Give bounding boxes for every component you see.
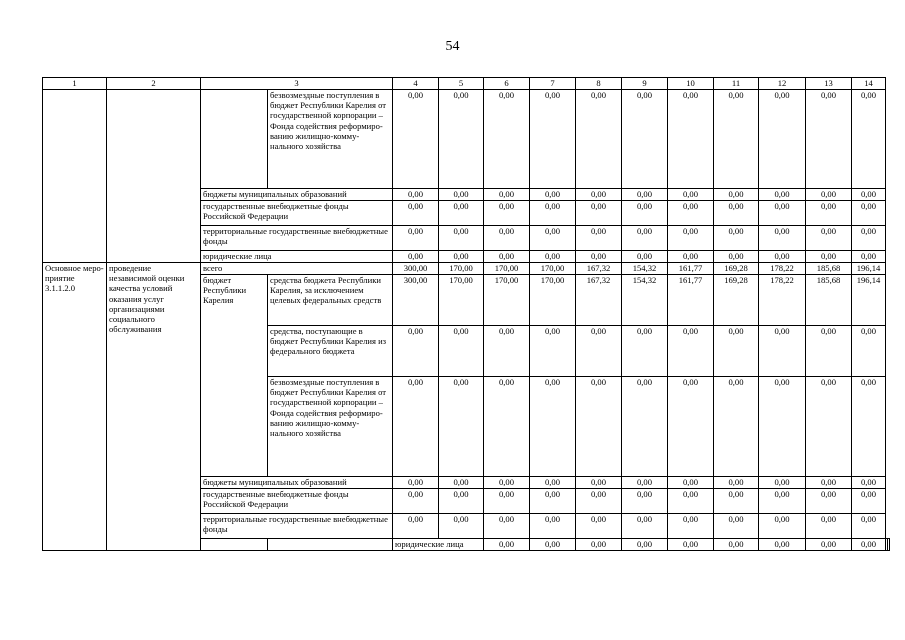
value-cell: 0,00 (806, 201, 852, 226)
value-cell: 0,00 (622, 201, 668, 226)
value-cell: 0,00 (439, 226, 484, 251)
value-cell: 0,00 (806, 377, 852, 477)
col-header-10: 10 (668, 78, 714, 90)
row-label-municipal: бюджеты муниципальных образований (201, 477, 393, 489)
col-header-3: 3 (201, 78, 393, 90)
value-cell: 170,00 (530, 263, 576, 275)
value-cell: 170,00 (484, 275, 530, 326)
value-cell: 0,00 (484, 251, 530, 263)
value-cell: 0,00 (622, 189, 668, 201)
value-cell: 0,00 (714, 201, 759, 226)
value-cell: 0,00 (852, 90, 886, 189)
value-cell: 0,00 (714, 514, 759, 539)
value-cell: 0,00 (714, 251, 759, 263)
value-cell: 0,00 (439, 189, 484, 201)
value-cell: 170,00 (530, 275, 576, 326)
value-cell: 161,77 (668, 275, 714, 326)
value-cell: 0,00 (530, 489, 576, 514)
value-cell: 0,00 (439, 477, 484, 489)
value-cell: 0,00 (484, 489, 530, 514)
event-code: Основное меро-приятие 3.1.1.2.0 (43, 263, 107, 551)
value-cell: 0,00 (393, 489, 439, 514)
value-cell: 0,00 (852, 201, 886, 226)
value-cell: 0,00 (714, 90, 759, 189)
col-header-2: 2 (107, 78, 201, 90)
value-cell: 0,00 (622, 326, 668, 377)
value-cell: 0,00 (576, 539, 622, 551)
value-cell: 0,00 (806, 189, 852, 201)
value-cell: 0,00 (393, 326, 439, 377)
table-row (43, 90, 890, 189)
col-header-14: 14 (852, 78, 886, 90)
value-cell: 0,00 (806, 539, 852, 551)
value-cell: 0,00 (714, 189, 759, 201)
value-cell: 0,00 (668, 189, 714, 201)
value-cell: 0,00 (530, 514, 576, 539)
value-cell: 161,77 (668, 263, 714, 275)
value-cell: 0,00 (484, 377, 530, 477)
value-cell: 0,00 (622, 477, 668, 489)
cell-source-continued (201, 90, 268, 189)
row-label-bezvozmezdnye: безвозмездные поступления в бюджет Республики Карелия от государственной корпорации – Фонда содействия реформиро-ванию жилищно-комму-нального хозяйства (268, 377, 393, 477)
value-cell: 0,00 (714, 477, 759, 489)
value-cell: 0,00 (759, 201, 806, 226)
value-cell: 169,28 (714, 275, 759, 326)
value-cell: 0,00 (714, 326, 759, 377)
value-cell: 0,00 (484, 326, 530, 377)
table-row (43, 263, 890, 275)
value-cell: 0,00 (852, 489, 886, 514)
value-cell: 0,00 (439, 377, 484, 477)
value-cell: 0,00 (530, 477, 576, 489)
value-cell: 0,00 (759, 189, 806, 201)
value-cell: 0,00 (668, 477, 714, 489)
value-cell: 0,00 (393, 514, 439, 539)
cell-code-continued (43, 90, 107, 263)
value-cell: 0,00 (759, 489, 806, 514)
page-number: 54 (445, 39, 460, 54)
value-cell: 0,00 (484, 514, 530, 539)
value-cell: 185,68 (806, 263, 852, 275)
value-cell: 0,00 (530, 189, 576, 201)
col-header-8: 8 (576, 78, 622, 90)
value-cell: 0,00 (576, 90, 622, 189)
value-cell: 0,00 (622, 489, 668, 514)
value-cell: 0,00 (530, 226, 576, 251)
value-cell: 0,00 (393, 189, 439, 201)
value-cell: 0,00 (852, 226, 886, 251)
value-cell: 300,00 (393, 263, 439, 275)
value-cell: 0,00 (668, 251, 714, 263)
value-cell: 178,22 (759, 275, 806, 326)
value-cell: 0,00 (759, 251, 806, 263)
value-cell: 0,00 (393, 377, 439, 477)
value-cell: 154,32 (622, 263, 668, 275)
value-cell: 0,00 (576, 489, 622, 514)
value-cell: 0,00 (668, 514, 714, 539)
funding-table (42, 77, 890, 551)
col-header-13: 13 (806, 78, 852, 90)
value-cell: 300,00 (393, 275, 439, 326)
value-cell: 0,00 (806, 489, 852, 514)
value-cell: 0,00 (714, 226, 759, 251)
value-cell: 0,00 (714, 539, 759, 551)
value-cell: 170,00 (439, 263, 484, 275)
value-cell: 0,00 (622, 226, 668, 251)
value-cell: 0,00 (668, 226, 714, 251)
value-cell: 0,00 (759, 90, 806, 189)
value-cell: 0,00 (530, 201, 576, 226)
row-label-rk-own: средства бюджета Республики Карелия, за исключением целевых федеральных средств (268, 275, 393, 326)
value-cell: 0,00 (530, 251, 576, 263)
value-cell: 0,00 (393, 226, 439, 251)
value-cell: 0,00 (668, 489, 714, 514)
value-cell: 0,00 (576, 226, 622, 251)
value-cell: 0,00 (806, 90, 852, 189)
value-cell: 0,00 (393, 201, 439, 226)
value-cell: 0,00 (668, 90, 714, 189)
value-cell: 0,00 (576, 189, 622, 201)
value-cell: 0,00 (714, 377, 759, 477)
value-cell: 0,00 (852, 514, 886, 539)
value-cell: 0,00 (484, 226, 530, 251)
event-name: проведение независимой оценки качества условий оказания услуг организациями социального обслуживания (107, 263, 201, 551)
value-cell: 0,00 (622, 251, 668, 263)
cell-name-continued (107, 90, 201, 263)
col-header-11: 11 (714, 78, 759, 90)
row-label-rk-federal: средства, поступающие в бюджет Республики Карелия из федерального бюджета (268, 326, 393, 377)
col-header-9: 9 (622, 78, 668, 90)
value-cell: 0,00 (484, 90, 530, 189)
value-cell: 0,00 (668, 377, 714, 477)
value-cell: 196,14 (852, 275, 886, 326)
header-row (43, 78, 890, 90)
value-cell: 0,00 (806, 326, 852, 377)
value-cell: 0,00 (668, 326, 714, 377)
col-header-5: 5 (439, 78, 484, 90)
value-cell: 0,00 (530, 539, 576, 551)
value-cell: 0,00 (852, 539, 886, 551)
row-label-municipal: бюджеты муниципальных образований (201, 189, 393, 201)
value-cell: 0,00 (484, 201, 530, 226)
value-cell: 0,00 (393, 90, 439, 189)
value-cell: 0,00 (622, 90, 668, 189)
value-cell: 0,00 (622, 377, 668, 477)
col-header-7: 7 (530, 78, 576, 90)
value-cell: 0,00 (439, 201, 484, 226)
value-cell: 0,00 (393, 251, 439, 263)
value-cell: 0,00 (439, 489, 484, 514)
value-cell: 0,00 (530, 326, 576, 377)
value-cell: 0,00 (668, 201, 714, 226)
value-cell: 0,00 (484, 477, 530, 489)
cell-name-empty (268, 539, 393, 551)
value-cell: 0,00 (484, 539, 530, 551)
col-header-12: 12 (759, 78, 806, 90)
col-header-6: 6 (484, 78, 530, 90)
value-cell: 167,32 (576, 263, 622, 275)
value-cell: 0,00 (852, 326, 886, 377)
value-cell: 170,00 (439, 275, 484, 326)
row-label-territorial-funds: территориальные государственные внебюджетные фонды (201, 514, 393, 539)
value-cell: 0,00 (852, 251, 886, 263)
value-cell: 0,00 (622, 539, 668, 551)
value-cell: 170,00 (484, 263, 530, 275)
value-cell: 185,68 (806, 275, 852, 326)
col-header-4: 4 (393, 78, 439, 90)
value-cell: 0,00 (668, 539, 714, 551)
value-cell: 178,22 (759, 263, 806, 275)
value-cell: 0,00 (530, 90, 576, 189)
value-cell: 0,00 (759, 514, 806, 539)
value-cell: 0,00 (806, 477, 852, 489)
value-cell: 169,28 (714, 263, 759, 275)
value-cell: 196,14 (852, 263, 886, 275)
value-cell: 0,00 (622, 514, 668, 539)
value-cell: 0,00 (806, 226, 852, 251)
row-label-territorial-funds: территориальные государственные внебюджетные фонды (201, 226, 393, 251)
value-cell: 0,00 (759, 477, 806, 489)
value-cell: 0,00 (852, 377, 886, 477)
col-header-1: 1 (43, 78, 107, 90)
cell-code-empty (201, 539, 268, 551)
value-cell: 0,00 (759, 377, 806, 477)
value-cell: 0,00 (576, 514, 622, 539)
value-cell: 0,00 (576, 251, 622, 263)
value-cell: 0,00 (393, 477, 439, 489)
value-cell: 0,00 (439, 514, 484, 539)
value-cell: 0,00 (759, 226, 806, 251)
value-cell: 0,00 (530, 377, 576, 477)
row-label-bezvozmezdnye: безвозмездные поступления в бюджет Республики Карелия от государственной корпорации – Фонда содействия реформиро-ванию жилищно-комму-нального хозяйства (268, 90, 393, 189)
value-cell: 0,00 (439, 251, 484, 263)
value-cell: 0,00 (806, 251, 852, 263)
value-cell: 0,00 (714, 489, 759, 514)
value-cell: 0,00 (484, 189, 530, 201)
value-cell: 0,00 (576, 377, 622, 477)
value-cell: 167,32 (576, 275, 622, 326)
row-label-rk-budget: бюджет Республики Карелия (201, 275, 268, 477)
value-cell: 154,32 (622, 275, 668, 326)
value-cell: 0,00 (852, 189, 886, 201)
value-cell: 0,00 (576, 326, 622, 377)
value-cell: 0,00 (806, 514, 852, 539)
value-cell: 0,00 (439, 326, 484, 377)
value-cell: 0,00 (576, 477, 622, 489)
value-cell: 0,00 (576, 201, 622, 226)
value-cell: 0,00 (439, 90, 484, 189)
value-cell: 0,00 (759, 539, 806, 551)
row-label-state-funds: государственные внебюджетные фонды Российской Федерации (201, 201, 393, 226)
value-cell: 0,00 (759, 326, 806, 377)
row-label-total: всего (201, 263, 393, 275)
row-label-legal: юридические лица (201, 251, 393, 263)
row-label-state-funds: государственные внебюджетные фонды Российской Федерации (201, 489, 393, 514)
value-cell: 0,00 (852, 477, 886, 489)
row-label-legal: юридические лица (393, 539, 484, 551)
value-cell (888, 539, 890, 551)
